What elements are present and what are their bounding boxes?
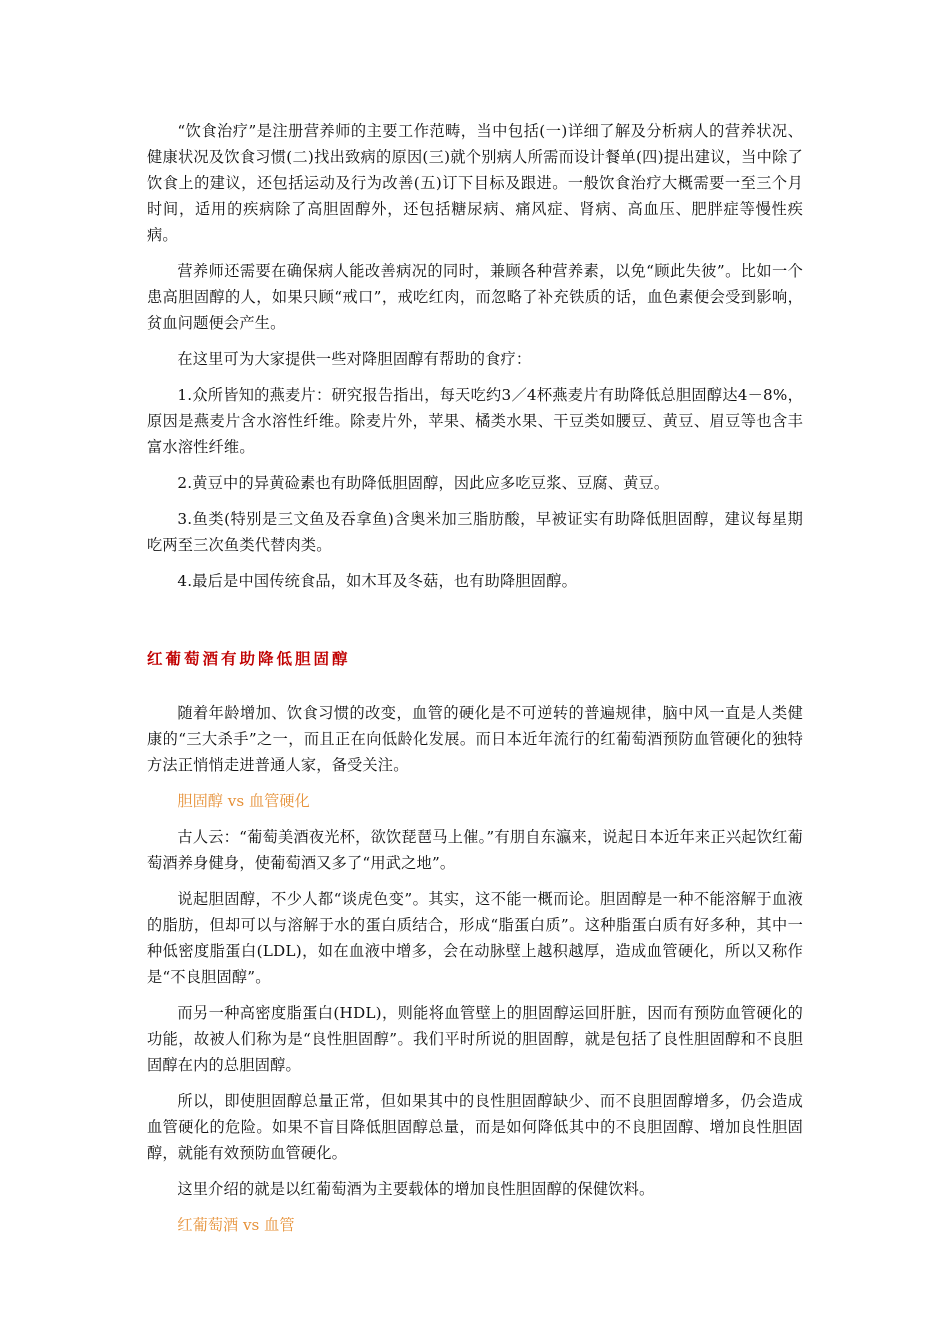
list-item-fish: 3.鱼类(特别是三文鱼及吞拿鱼)含奥米加三脂肪酸，早被证实有助降低胆固醇，建议每星期吃两至三次鱼类代替肉类。 — [147, 510, 803, 554]
paragraph-ancient-poem: 古人云：“葡萄美酒夜光杯，欲饮琵琶马上催。”有朋自东瀛来，说起日本近年来正兴起饮红葡萄酒养身健身，使葡萄酒又多了“用武之地”。 — [147, 828, 803, 872]
paragraph-section-intro: 随着年龄增加、饮食习惯的改变，血管的硬化是不可逆转的普遍规律，脑中风一直是人类健康的“三大杀手”之一，而且正在向低龄化发展。而日本近年流行的红葡萄酒预防血管硬化的独特方法正悄悄走进普通人家，备受关注。 — [147, 704, 803, 774]
subheading-cholesterol-vs-arteriosclerosis: 胆固醇 vs 血管硬化 — [177, 792, 310, 810]
list-item-soybean: 2.黄豆中的异黄硷素也有助降低胆固醇，因此应多吃豆浆、豆腐、黄豆。 — [177, 474, 670, 492]
document-body — [147, 118, 803, 1248]
paragraph-red-wine-drink: 这里介绍的就是以红葡萄酒为主要载体的增加良性胆固醇的保健饮料。 — [177, 1180, 655, 1198]
paragraph-total-cholesterol: 所以，即使胆固醇总量正常，但如果其中的良性胆固醇缺少、而不良胆固醇增多，仍会造成血管硬化的危险。如果不盲目降低胆固醇总量，而是如何降低其中的不良胆固醇、增加良性胆固醇，就能有效预防血管硬化。 — [147, 1092, 803, 1162]
subheading-red-wine-vs-vessels: 红葡萄酒 vs 血管 — [177, 1216, 295, 1234]
paragraph-cholesterol-ldl: 说起胆固醇，不少人都“谈虎色变”。其实，这不能一概而论。胆固醇是一种不能溶解于血液的脂肪，但却可以与溶解于水的蛋白质结合，形成“脂蛋白质”。这种脂蛋白质有好多种，其中一种低密度脂蛋白(LDL)，如在血液中增多，会在动脉壁上越积越厚，造成血管硬化，所以又称作是“不良胆固醇”。 — [147, 890, 803, 986]
list-item-oatmeal: 1.众所皆知的燕麦片：研究报告指出，每天吃约3／4杯燕麦片有助降低总胆固醇达4－8%，原因是燕麦片含水溶性纤维。除麦片外，苹果、橘类水果、干豆类如腰豆、黄豆、眉豆等也含丰富水溶性纤维。 — [147, 386, 803, 456]
list-item-traditional-food: 4.最后是中国传统食品，如木耳及冬菇，也有助降胆固醇。 — [177, 572, 577, 590]
section-title: 红葡萄酒有助降低胆固醇 — [147, 650, 351, 668]
paragraph-nutritionist: 营养师还需要在确保病人能改善病况的同时，兼顾各种营养素，以免“顾此失彼”。比如一个患高胆固醇的人，如果只顾“戒口”，戒吃红肉，而忽略了补充铁质的话，血色素便会受到影响，贫血问题便会产生。 — [147, 262, 803, 332]
paragraph-diet-therapy: “饮食治疗”是注册营养师的主要工作范畴，当中包括(一)详细了解及分析病人的营养状况、健康状况及饮食习惯(二)找出致病的原因(三)就个别病人所需而设计餐单(四)提出建议，当中除了饮食上的建议，还包括运动及行为改善(五)订下目标及跟进。一般饮食治疗大概需要一至三个月时间，适用的疾病除了高胆固醇外，还包括糖尿病、痛风症、肾病、高血压、肥胖症等慢性疾病。 — [147, 122, 803, 244]
paragraph-cholesterol-hdl: 而另一种高密度脂蛋白(HDL)，则能将血管壁上的胆固醇运回肝脏，因而有预防血管硬化的功能，故被人们称为是“良性胆固醇”。我们平时所说的胆固醇，就是包括了良性胆固醇和不良胆固醇在内的总胆固醇。 — [147, 1004, 803, 1074]
paragraph-food-therapy-intro: 在这里可为大家提供一些对降胆固醇有帮助的食疗： — [177, 350, 532, 368]
